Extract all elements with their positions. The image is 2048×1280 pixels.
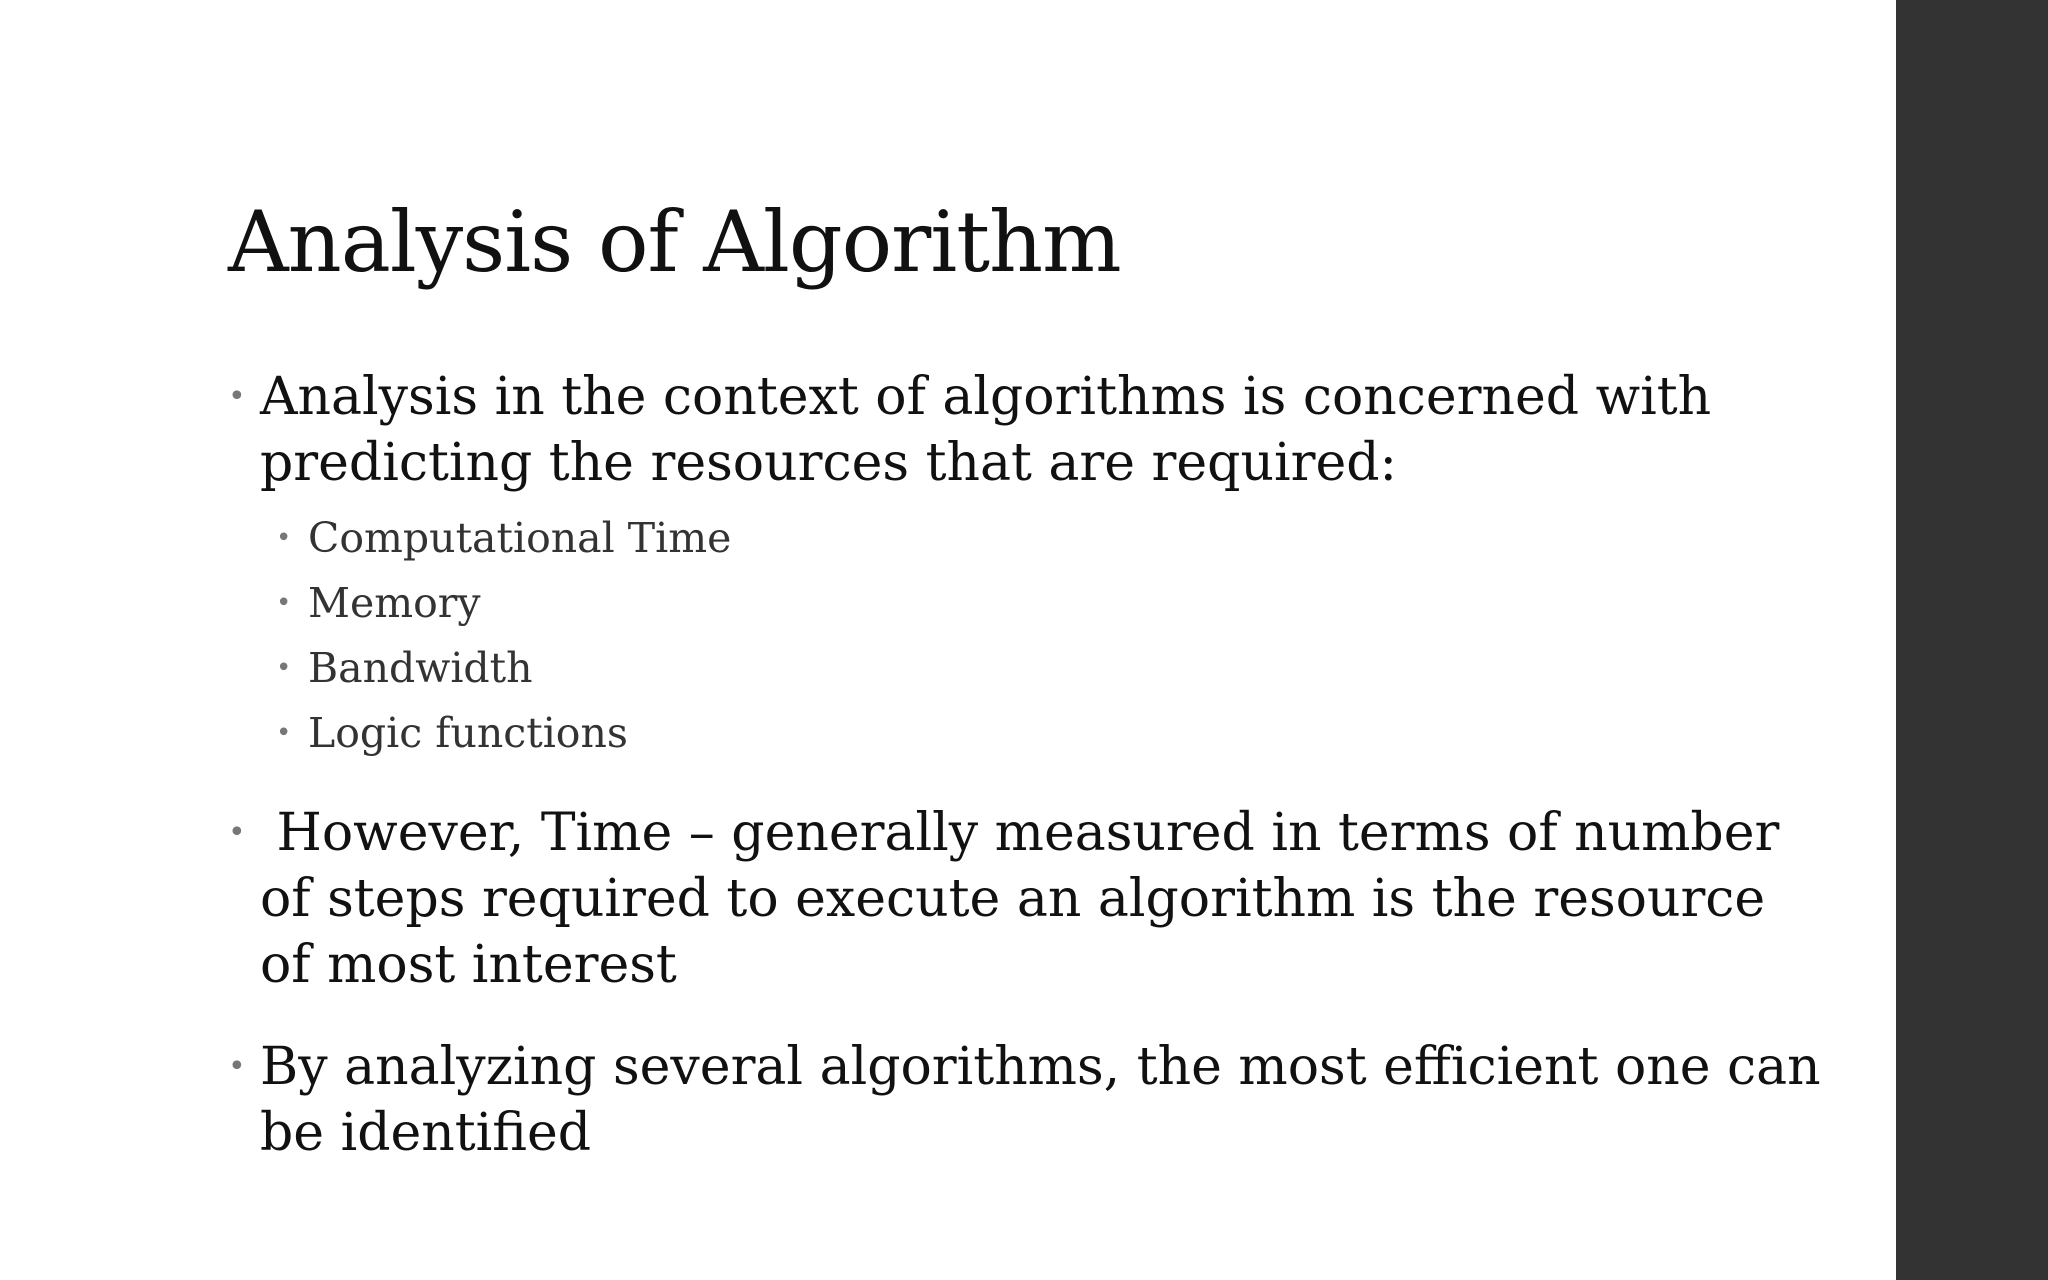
sub-bullet-text: Bandwidth: [308, 644, 533, 692]
bullet-text: However, Time – generally measured in terms of number of steps required to execute an algorithm is the resource of most interest: [260, 803, 1796, 995]
sub-bullet-text: Memory: [308, 579, 481, 627]
bullet-item-time: [228, 800, 1828, 998]
bullet-text: Analysis in the context of algorithms is concerned with predicting the resources that are required:: [260, 367, 1712, 493]
bullet-dot-icon: •: [228, 815, 246, 850]
slide-title: Analysis of Algorithm: [228, 193, 1121, 291]
bullet-dot-icon: •: [276, 653, 292, 683]
bullet-dot-icon: •: [228, 1049, 246, 1084]
sub-bullet-item: [228, 701, 1828, 766]
slide-body: [228, 364, 1828, 1202]
bullet-dot-icon: •: [228, 379, 246, 414]
sub-bullet-item: [228, 571, 1828, 636]
bullet-text: By analyzing several algorithms, the most efficient one can be identified: [260, 1037, 1821, 1163]
sub-bullet-text: Computational Time: [308, 514, 732, 562]
sub-bullet-text: Logic functions: [308, 709, 628, 757]
bullet-dot-icon: •: [276, 523, 292, 553]
bullet-item-resources: [228, 364, 1828, 496]
sub-bullet-item: [228, 636, 1828, 701]
bullet-dot-icon: •: [276, 718, 292, 748]
side-bar: [1896, 0, 2048, 1280]
sub-bullet-item: [228, 506, 1828, 571]
bullet-dot-icon: •: [276, 588, 292, 618]
bullet-item-efficiency: [228, 1034, 1828, 1166]
sub-bullet-list: [228, 506, 1828, 766]
